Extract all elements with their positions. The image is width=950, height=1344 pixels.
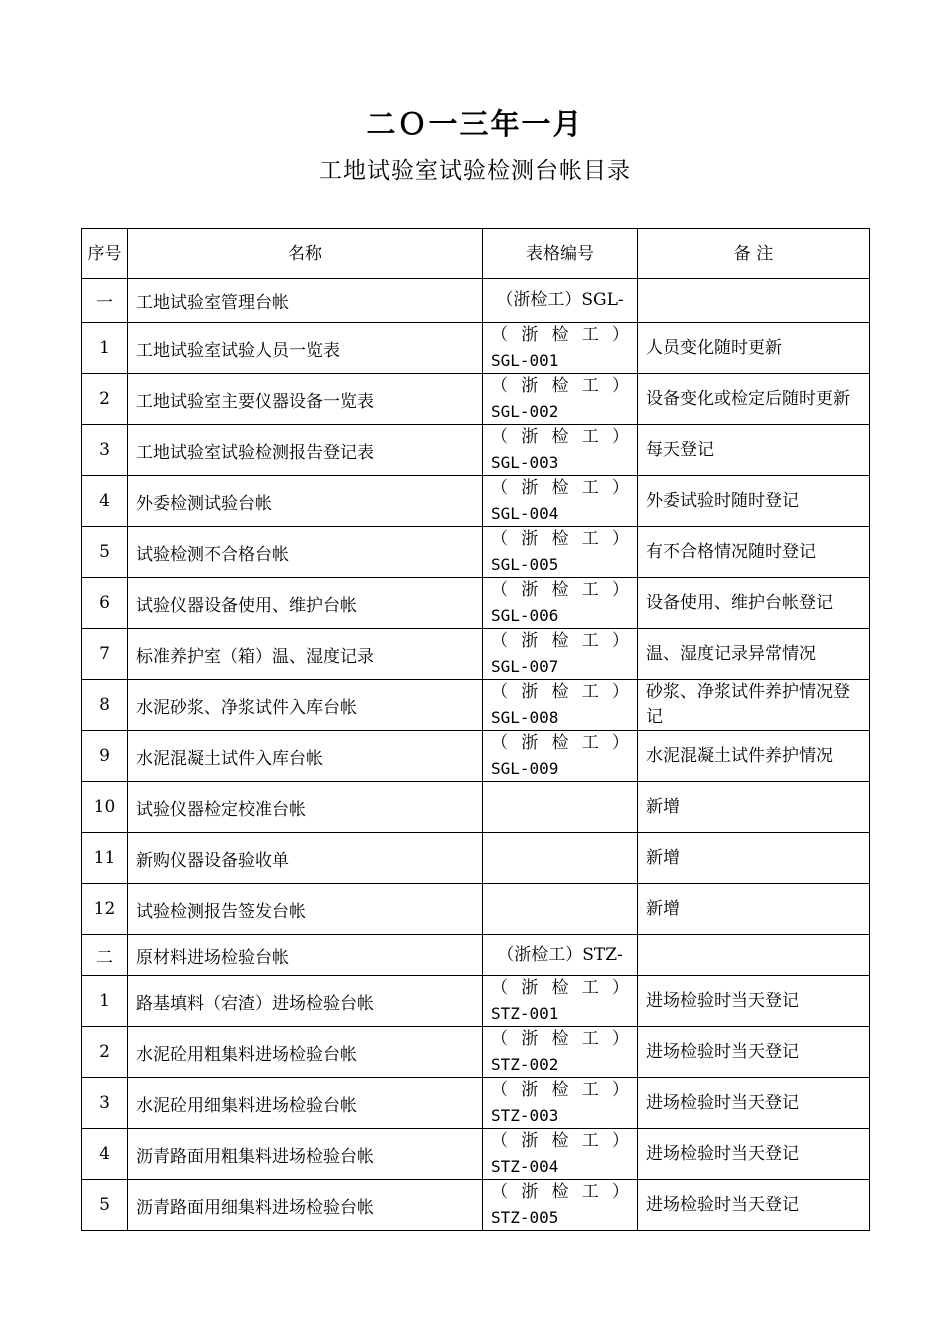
table-row [82, 629, 870, 680]
table-header-row [82, 229, 870, 279]
row-seq: 5 [82, 527, 128, 578]
row-name: 沥青路面用细集料进场检验台帐 [128, 1180, 483, 1231]
form-code-number: SGL-001 [491, 351, 559, 370]
row-name: 工地试验室试验检测报告登记表 [128, 425, 483, 476]
table-row [82, 1129, 870, 1180]
row-form-code [483, 323, 638, 374]
row-form-code [483, 578, 638, 629]
table-row [82, 976, 870, 1027]
document-title: 工地试验室试验检测台帐目录 [319, 158, 631, 184]
row-note: 新增 [638, 833, 870, 884]
row-name: 原材料进场检验台帐 [128, 935, 483, 976]
form-code-prefix: （浙检工） [491, 580, 629, 600]
row-form-code [483, 374, 638, 425]
row-note: 进场检验时当天登记 [638, 1180, 870, 1231]
form-code-number: SGL-003 [491, 453, 559, 472]
section-row [82, 935, 870, 976]
row-seq: 4 [82, 476, 128, 527]
table-row [82, 680, 870, 731]
row-note: 每天登记 [638, 425, 870, 476]
row-form-code: （浙检工）STZ- [483, 935, 638, 976]
row-seq: 12 [82, 884, 128, 935]
row-form-code [483, 976, 638, 1027]
row-seq: 二 [82, 935, 128, 976]
row-form-code [483, 884, 638, 935]
row-name: 水泥砂浆、净浆试件入库台帐 [128, 680, 483, 731]
table-row [82, 323, 870, 374]
row-name: 试验检测不合格台帐 [128, 527, 483, 578]
row-form-code [483, 1027, 638, 1078]
row-seq: 7 [82, 629, 128, 680]
form-code-number: STZ-003 [491, 1106, 559, 1125]
row-seq: 一 [82, 279, 128, 323]
column-header-code: 表格编号 [483, 229, 638, 279]
table-row [82, 1078, 870, 1129]
row-form-code [483, 1180, 638, 1231]
section-row [82, 279, 870, 323]
row-seq: 5 [82, 1180, 128, 1231]
row-seq: 2 [82, 374, 128, 425]
row-seq: 3 [82, 1078, 128, 1129]
form-code-prefix: （浙检工） [491, 631, 629, 651]
form-code-number: SGL-007 [491, 657, 559, 676]
form-code-number: STZ-002 [491, 1055, 559, 1074]
row-note: 水泥混凝土试件养护情况 [638, 731, 870, 782]
row-form-code [483, 680, 638, 731]
row-note: 新增 [638, 884, 870, 935]
row-note: 人员变化随时更新 [638, 323, 870, 374]
row-seq: 8 [82, 680, 128, 731]
form-code-number: SGL-008 [491, 708, 559, 727]
row-name: 外委检测试验台帐 [128, 476, 483, 527]
table-row [82, 833, 870, 884]
row-seq: 9 [82, 731, 128, 782]
form-code-prefix: （浙检工） [491, 427, 629, 447]
form-code-number: SGL-002 [491, 402, 559, 421]
table-row [82, 527, 870, 578]
table-row [82, 884, 870, 935]
form-code-number: SGL-006 [491, 606, 559, 625]
row-note: 设备变化或检定后随时更新 [638, 374, 870, 425]
row-name: 路基填料（宕渣）进场检验台帐 [128, 976, 483, 1027]
row-form-code [483, 527, 638, 578]
row-note: 有不合格情况随时登记 [638, 527, 870, 578]
table-row [82, 578, 870, 629]
row-note: 新增 [638, 782, 870, 833]
row-name: 水泥混凝土试件入库台帐 [128, 731, 483, 782]
form-code-prefix: （浙检工） [491, 1029, 629, 1049]
form-code-prefix: （浙检工） [491, 682, 629, 702]
table-row [82, 782, 870, 833]
form-code-prefix: （浙检工） [491, 325, 629, 345]
table-row [82, 476, 870, 527]
row-name: 试验仪器检定校准台帐 [128, 782, 483, 833]
form-code-prefix: （浙检工） [491, 978, 629, 998]
document-date: 二Ｏ一三年一月 [366, 107, 584, 141]
row-note: 进场检验时当天登记 [638, 976, 870, 1027]
row-seq: 3 [82, 425, 128, 476]
row-note: 外委试验时随时登记 [638, 476, 870, 527]
row-note: 温、湿度记录异常情况 [638, 629, 870, 680]
form-code-prefix: （浙检工） [491, 733, 629, 753]
row-note: 进场检验时当天登记 [638, 1027, 870, 1078]
row-form-code [483, 731, 638, 782]
form-code-prefix: （浙检工） [491, 1182, 629, 1202]
form-code-prefix: （浙检工） [491, 1131, 629, 1151]
table-row [82, 425, 870, 476]
row-note: 砂浆、净浆试件养护情况登记 [638, 680, 870, 731]
row-name: 工地试验室管理台帐 [128, 279, 483, 323]
row-form-code [483, 476, 638, 527]
form-code-prefix: （浙检工） [491, 1080, 629, 1100]
table-row [82, 1027, 870, 1078]
row-name: 新购仪器设备验收单 [128, 833, 483, 884]
row-seq: 4 [82, 1129, 128, 1180]
form-code-number: SGL-005 [491, 555, 559, 574]
row-form-code [483, 782, 638, 833]
row-name: 沥青路面用粗集料进场检验台帐 [128, 1129, 483, 1180]
row-note [638, 279, 870, 323]
ledger-index-table [81, 228, 870, 1231]
row-seq: 11 [82, 833, 128, 884]
column-header-seq: 序号 [82, 229, 128, 279]
row-name: 工地试验室主要仪器设备一览表 [128, 374, 483, 425]
row-name: 试验检测报告签发台帐 [128, 884, 483, 935]
column-header-note: 备 注 [638, 229, 870, 279]
form-code-number: STZ-001 [491, 1004, 559, 1023]
row-note [638, 935, 870, 976]
row-form-code [483, 629, 638, 680]
row-seq: 1 [82, 976, 128, 1027]
row-form-code [483, 1129, 638, 1180]
row-seq: 2 [82, 1027, 128, 1078]
row-name: 水泥砼用细集料进场检验台帐 [128, 1078, 483, 1129]
form-code-prefix: （浙检工） [491, 529, 629, 549]
row-form-code: （浙检工）SGL- [483, 279, 638, 323]
row-note: 设备使用、维护台帐登记 [638, 578, 870, 629]
row-name: 工地试验室试验人员一览表 [128, 323, 483, 374]
row-form-code [483, 425, 638, 476]
form-code-number: STZ-005 [491, 1208, 559, 1227]
row-form-code [483, 833, 638, 884]
row-seq: 1 [82, 323, 128, 374]
row-note: 进场检验时当天登记 [638, 1129, 870, 1180]
form-code-number: SGL-004 [491, 504, 559, 523]
row-seq: 6 [82, 578, 128, 629]
column-header-name: 名称 [128, 229, 483, 279]
form-code-number: SGL-009 [491, 759, 559, 778]
row-name: 水泥砼用粗集料进场检验台帐 [128, 1027, 483, 1078]
row-name: 试验仪器设备使用、维护台帐 [128, 578, 483, 629]
table-row [82, 1180, 870, 1231]
table-body [82, 279, 870, 1231]
table-row [82, 374, 870, 425]
row-note: 进场检验时当天登记 [638, 1078, 870, 1129]
form-code-prefix: （浙检工） [491, 478, 629, 498]
row-form-code [483, 1078, 638, 1129]
row-name: 标准养护室（箱）温、湿度记录 [128, 629, 483, 680]
form-code-number: STZ-004 [491, 1157, 559, 1176]
form-code-prefix: （浙检工） [491, 376, 629, 396]
row-seq: 10 [82, 782, 128, 833]
table-row [82, 731, 870, 782]
